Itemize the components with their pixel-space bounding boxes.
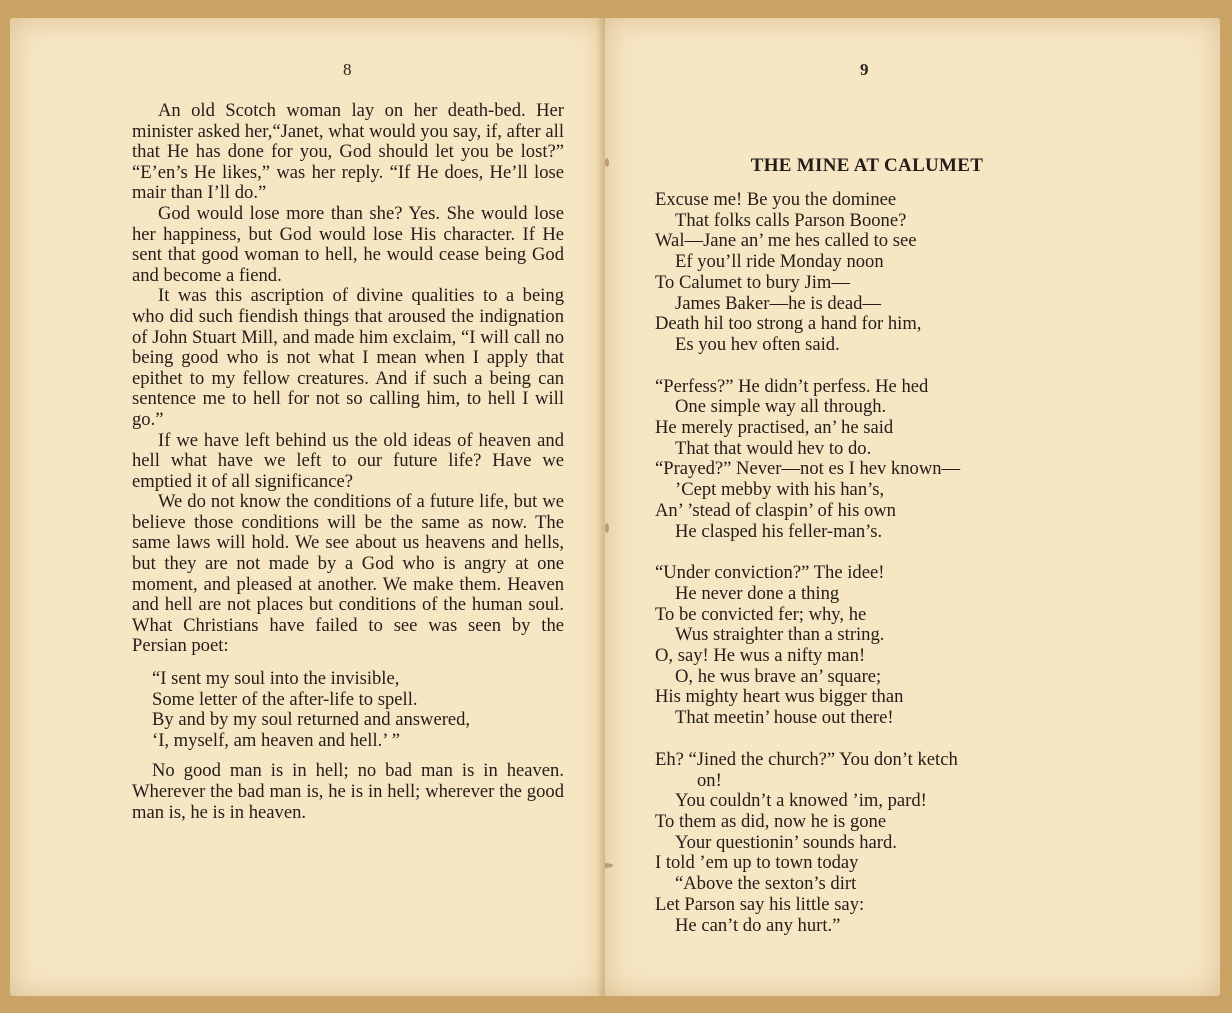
poem-line: One simple way all through. <box>675 396 887 418</box>
poem-line: “Under conviction?” The idee! <box>655 562 885 584</box>
poem-line: He can’t do any hurt.” <box>675 914 841 936</box>
paragraph: God would lose more than she? Yes. She would lose her happiness, but God would lose His character. If He sent that good woman to hell, he would cease being God and become a fiend. <box>132 202 564 286</box>
closing-paragraph: No good man is in hell; no bad man is in heaven. Wherever the bad man is, he is in hell; wherever the good man is, he is in heaven. <box>132 760 564 823</box>
poem-line: “Above the sexton’s dirt <box>675 873 857 895</box>
poem-line: Eh? “Jined the church?” You don’t ketch <box>655 748 958 770</box>
quote-line: By and by my soul returned and answered, <box>152 709 471 731</box>
paper-mark <box>605 863 613 868</box>
poem-line: He merely practised, an’ he said <box>655 417 894 439</box>
paper-mark <box>605 523 609 533</box>
poem-line: Wal—Jane an’ me hes called to see <box>655 230 917 252</box>
poem-line: He never done a thing <box>675 582 840 604</box>
poem-title: THE MINE AT CALUMET <box>750 155 984 176</box>
poem-line: Your questionin’ sounds hard. <box>675 831 897 853</box>
poem-line: Ef you’ll ride Monday noon <box>675 251 884 273</box>
page-number: 8 <box>343 60 352 79</box>
stanza <box>655 190 1115 356</box>
poem-line: He clasped his feller-man’s. <box>675 520 883 542</box>
poem-line: Let Parson say his little say: <box>655 893 865 915</box>
poem-line: James Baker—he is dead— <box>675 292 882 314</box>
quote-line: ‘I, myself, am heaven and hell.’ ” <box>152 729 400 751</box>
persian-poet-quote <box>152 669 564 751</box>
poem-line: on! <box>697 769 722 791</box>
paragraph: An old Scotch woman lay on her death-bed. Her minister asked her,“Janet, what would you say, if, after all that He has done for you, God should let you be lost?” “E’en’s He likes,” was her reply. “If He does, He’ll lose mair than I’ll do.” <box>132 100 564 204</box>
paragraph: It was this ascription of divine qualities to a being who did such fiendish things that aroused the indignation of John Stuart Mill, and made him exclaim, “I will call no being good who is not what I mean when I apply that epithet to my fellow creatures. And if such a being can sentence me to hell for not so calling him, to hell I will go.” <box>132 285 564 430</box>
poem-line: “Prayed?” Never—not es I hev known— <box>655 458 961 480</box>
poem-line: His mighty heart wus bigger than <box>655 686 904 708</box>
poem-line: You couldn’t a knowed ’im, pard! <box>675 790 927 812</box>
poem-line: “Perfess?” He didn’t perfess. He hed <box>655 375 929 397</box>
stanza <box>655 377 1115 543</box>
poem-line: O, say! He wus a nifty man! <box>655 645 866 667</box>
poem-line: Excuse me! Be you the dominee <box>655 189 897 210</box>
poem-line: O, he wus brave an’ square; <box>675 665 882 687</box>
stanza <box>655 750 1115 936</box>
page-number: 9 <box>860 60 869 79</box>
poem-line: Wus straighter than a string. <box>675 624 885 646</box>
poem-line: That folks calls Parson Boone? <box>675 209 907 231</box>
poem-line: I told ’em up to town today <box>655 852 859 874</box>
paragraph: If we have left behind us the old ideas of heaven and hell what have we left to our future life? Have we emptied it of all significance? <box>132 429 564 492</box>
poem <box>655 190 1115 957</box>
poem-line: To Calumet to bury Jim— <box>655 271 850 293</box>
poem-line: Es you hev often said. <box>675 333 840 355</box>
poem-line: That that would hev to do. <box>675 437 872 459</box>
poem-line: An’ ’stead of claspin’ of his own <box>655 499 896 521</box>
poem-line: Death hil too strong a hand for him, <box>655 313 922 335</box>
paragraph: We do not know the conditions of a future life, but we believe those conditions will be the same as now. The same laws will hold. We see about us heavens and hells, but they are not made by a God who is angry at one moment, and pleased at another. We make them. Heaven and hell are not places but conditions of the human soul. What Christians have failed to see was seen by the Persian poet: <box>132 491 564 657</box>
poem-line: That meetin’ house out there! <box>675 707 894 729</box>
stanza <box>655 563 1115 729</box>
poem-line: To them as did, now he is gone <box>655 810 887 832</box>
quote-line: Some letter of the after-life to spell. <box>152 688 418 710</box>
right-page <box>605 18 1220 996</box>
poem-line: ’Cept mebby with his han’s, <box>675 479 885 501</box>
poem-line: To be convicted fer; why, he <box>655 603 867 625</box>
quote-line: “I sent my soul into the invisible, <box>152 668 400 690</box>
left-page <box>10 18 605 996</box>
essay-text <box>132 101 564 823</box>
